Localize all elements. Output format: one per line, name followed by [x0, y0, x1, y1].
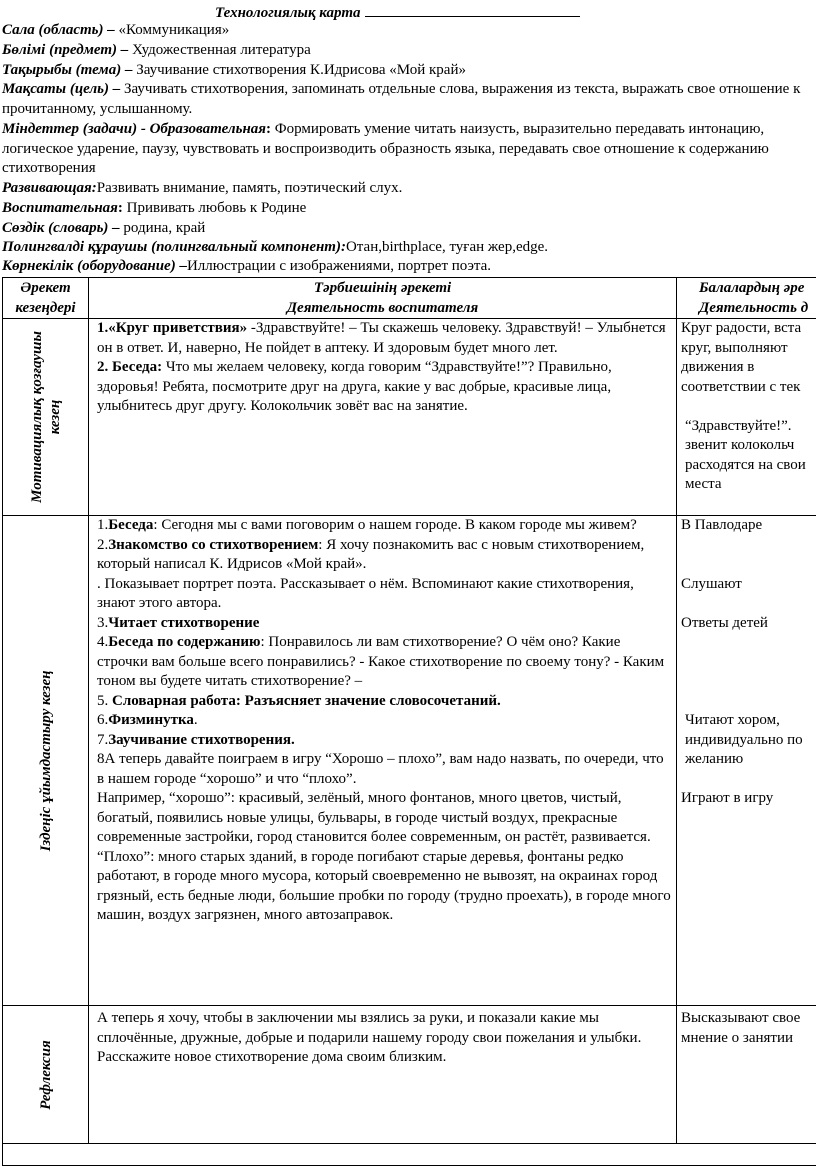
- tasks-paragraph: Міндеттер (задачи) - Образовательная: Формировать умение читать наизусть, выразительно передавать интонацию, логическое ударение, паузу, чувствовать и воспроизводить образность языка, передавать свое отношение к содержанию стихотворения: [2, 121, 769, 176]
- equip-value: Иллюстрации с изображениями, портрет поэта.: [186, 258, 492, 274]
- table-row: [3, 319, 816, 516]
- dev-line: [2, 179, 402, 198]
- table-empty-row: [3, 1144, 816, 1166]
- equip-line: [2, 257, 491, 276]
- field-value: «Коммуникация»: [118, 22, 230, 38]
- subject-value: Художественная литература: [132, 42, 311, 58]
- vocab-line: [2, 219, 205, 238]
- edu-line: Воспитательная: Прививать любовь к Родине: [2, 200, 307, 216]
- document-title: Технологиялық карта: [215, 2, 580, 22]
- tasks-label: Міндеттер (задачи) - Образовательная: [2, 121, 267, 137]
- subject-line: [2, 41, 311, 60]
- title-underline-blank: [365, 2, 580, 17]
- goal-label: Мақсаты (цель) –: [2, 81, 121, 97]
- teacher-cell: 1.«Круг приветствия» -Здравствуйте! – Ты скажешь человеку. Здравствуй! – Улыбнется он в ответ. И, наверно, Не пойдет в аптеку. И здоровым будет много лет. 2. Беседа: Что мы желаем человеку, когда говорим “Здравствуйте!”? Правильно, здоровья! Ребята, посмотрите друг на друга, какие у вас добрые, красивые лица, улыбнитесь друг другу. Колокольчик зовёт вас на занятие.: [89, 319, 677, 516]
- table-row: [3, 1006, 816, 1144]
- table-header-row: [3, 278, 816, 319]
- teacher-cell: 1.Беседа: Сегодня мы с вами поговорим о нашем городе. В каком городе мы живем? 2.Знакомство со стихотворением: Я хочу познакомить вас с новым стихотворением, который написал К. Идрисов «Мой край». . Показывает портрет поэта. Рассказывает о нём. Вспоминают какие стихотворения, знают этого автора. 3.Читает стихотворение 4.Беседа по содержанию: Понравилось ли вам стихотворение? О чём оно? Какие строчки вам больше всего понравились? - Какое стихотворение по своему тону? - Каким тоном вы будете читать стихотворение? – 5. Словарная работа: Разъясняет значение словосочетаний. 6.Физминутка. 7.Заучивание стихотворения. 8А теперь давайте поиграем в игру “Хорошо – плохо”, вам надо назвать, по очереди, что в нашем городе “хорошо” и что “плохо”. Например, “хорошо”: красивый, зелёный, много фонтанов, много цветов, чистый, богатый, появились новые улицы, бульвары, в городе чистый воздух, прекрасные современные застройки, город становится более современным, он растёт, развивается. “Плохо”: много старых зданий, в городе погибают старые деревья, фонтаны редко работают, в городе много мусора, который своевременно не вывозят, на окраинах город грязный, есть бедные люди, большие пробки по городу (трудно проехать), в городе много машин, воздух загрязнен, много автозаправок.: [89, 516, 677, 1006]
- topic-line: [2, 61, 466, 80]
- topic-value: Заучивание стихотворения К.Идрисова «Мой край»: [136, 62, 466, 78]
- poly-label: Полингвалді құраушы (полингвальный компонент):: [2, 239, 346, 255]
- dev-label: Развивающая:: [2, 180, 97, 196]
- goal-value: Заучивать стихотворения, запоминать отдельные слова, выражения из текста, выражать свое отношение к прочитанному, услышанному.: [2, 81, 801, 117]
- field-line: [2, 21, 229, 40]
- edu-value: Прививать любовь к Родине: [126, 200, 307, 216]
- stage-search: Іздеңіс ұйымдастыру кезең: [3, 516, 89, 1006]
- teacher-cell: А теперь я хочу, чтобы в заключении мы взялись за руки, и показали какие мы сплочённые, дружные, добрые и подарили нашему городу свои пожелания и улыбки. Расскажите новое стихотворение дома своим близким.: [89, 1006, 677, 1144]
- empty-cell: [3, 1144, 816, 1166]
- vocab-label: Сөздік (словарь) –: [2, 220, 120, 236]
- subject-label: Бөлімі (предмет) –: [2, 42, 129, 58]
- stages-header: Әрекет кезеңдері: [3, 278, 89, 319]
- children-cell: Высказывают свое мнение о занятии: [677, 1006, 816, 1144]
- field-label: Сала (область) –: [2, 22, 115, 38]
- topic-label: Тақырыбы (тема) –: [2, 62, 133, 78]
- equip-label: Көрнекілік (оборудование) –: [2, 258, 187, 274]
- tasks-value: Формировать умение читать наизусть, выразительно передавать интонацию, логическое ударение, паузу, чувствовать и воспроизводить образность языка, передавать свое отношение к содержанию стихотворения: [2, 121, 769, 176]
- vocab-value: родина, край: [123, 220, 206, 236]
- children-cell: В Павлодаре Слушают Ответы детей Читают хором, индивидуально по желанию Играют в игру: [677, 516, 816, 1006]
- edu-label: Воспитательная: [2, 200, 118, 216]
- stage-reflection: Рефлексия: [3, 1006, 89, 1144]
- stage-motivation: Мотивациялық қозғаушы кезең: [3, 319, 89, 516]
- dev-value: Развивать внимание, память, поэтический слух.: [96, 180, 403, 196]
- table-row: [3, 516, 816, 1006]
- children-header: Балалардың әре Деятельность д: [677, 278, 816, 319]
- poly-line: [2, 238, 548, 257]
- tech-card-table: [2, 277, 816, 1166]
- children-cell: Круг радости, вста круг, выполняют движения в соответствии с тек “Здравствуйте!”. звенит колокольч расходятся на свои места: [677, 319, 816, 516]
- poly-value: Отан,birthplace, туған жер,edge.: [345, 239, 549, 255]
- teacher-header: Тәрбиешінің әрекеті Деятельность воспитателя: [89, 278, 677, 319]
- goal-paragraph: [2, 80, 802, 119]
